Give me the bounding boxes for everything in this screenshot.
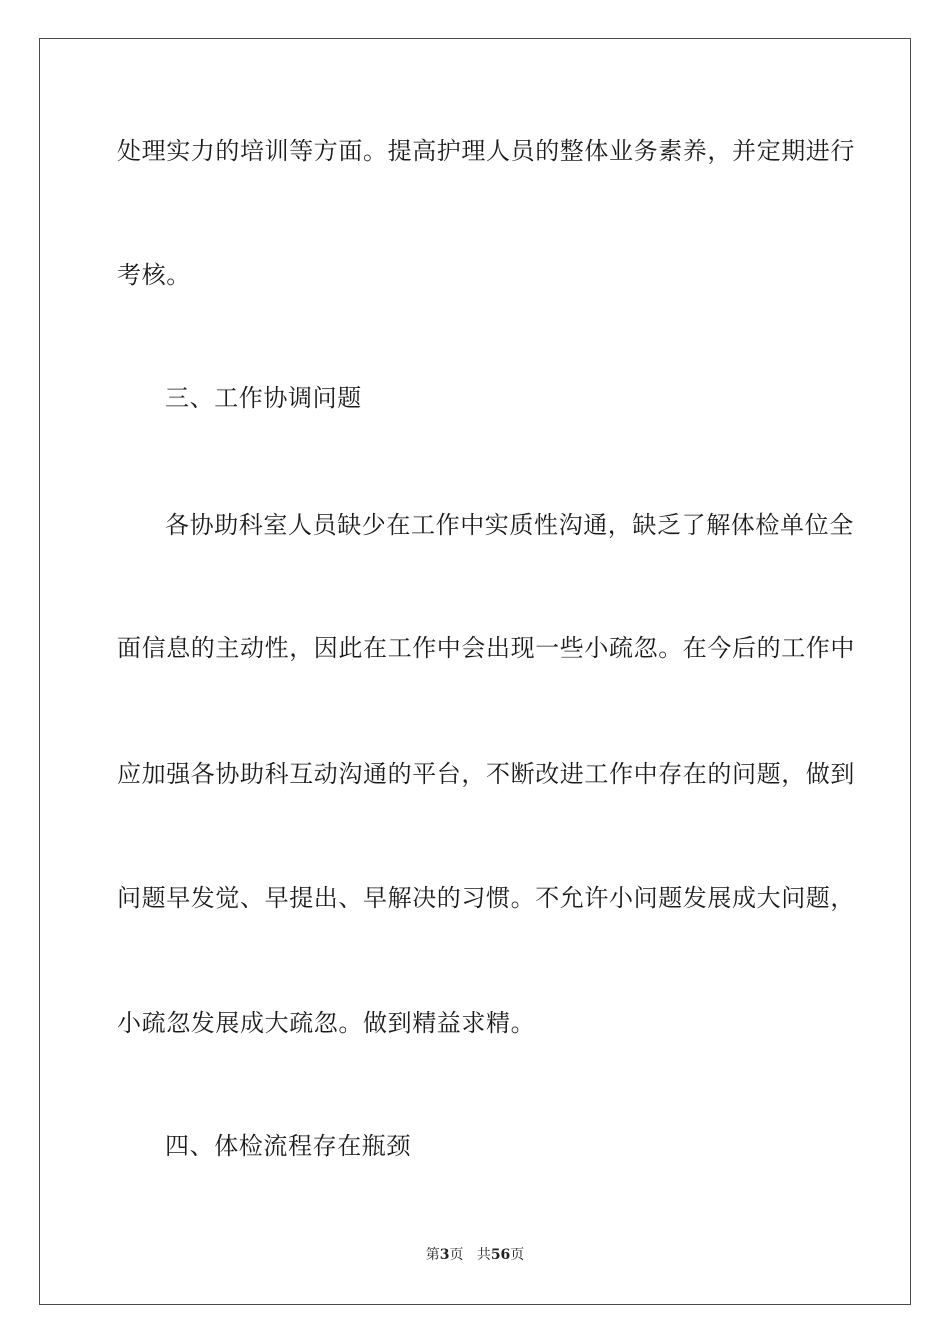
page-footer <box>0 1246 950 1264</box>
section-heading: 四、体检流程存在瓶颈 <box>165 1132 411 1160</box>
total-suffix: 页 <box>510 1247 525 1263</box>
total-pages: 56 <box>490 1247 511 1263</box>
page-number: 3 <box>439 1247 450 1263</box>
section-heading: 三、工作协调问题 <box>165 384 362 412</box>
body-text-line: 问题早发觉、早提出、早解决的习惯。不允许小问题发展成大问题， <box>117 884 855 912</box>
page-suffix: 页 <box>449 1247 464 1263</box>
body-text-line: 考核。 <box>117 261 191 289</box>
page-border <box>39 38 911 1305</box>
body-text-line: 小疏忽发展成大疏忽。做到精益求精。 <box>117 1009 536 1037</box>
total-prefix: 共 <box>476 1247 491 1263</box>
body-text-line: 面信息的主动性，因此在工作中会出现一些小疏忽。在今后的工作中 <box>117 634 855 662</box>
body-text-line: 各协助科室人员缺少在工作中实质性沟通，缺乏了解体检单位全 <box>165 511 854 539</box>
body-text-line: 应加强各协助科互动沟通的平台，不断改进工作中存在的问题，做到 <box>117 760 855 788</box>
body-text-line: 处理实力的培训等方面。提高护理人员的整体业务素养，并定期进行 <box>117 137 855 165</box>
page-prefix: 第 <box>425 1247 440 1263</box>
